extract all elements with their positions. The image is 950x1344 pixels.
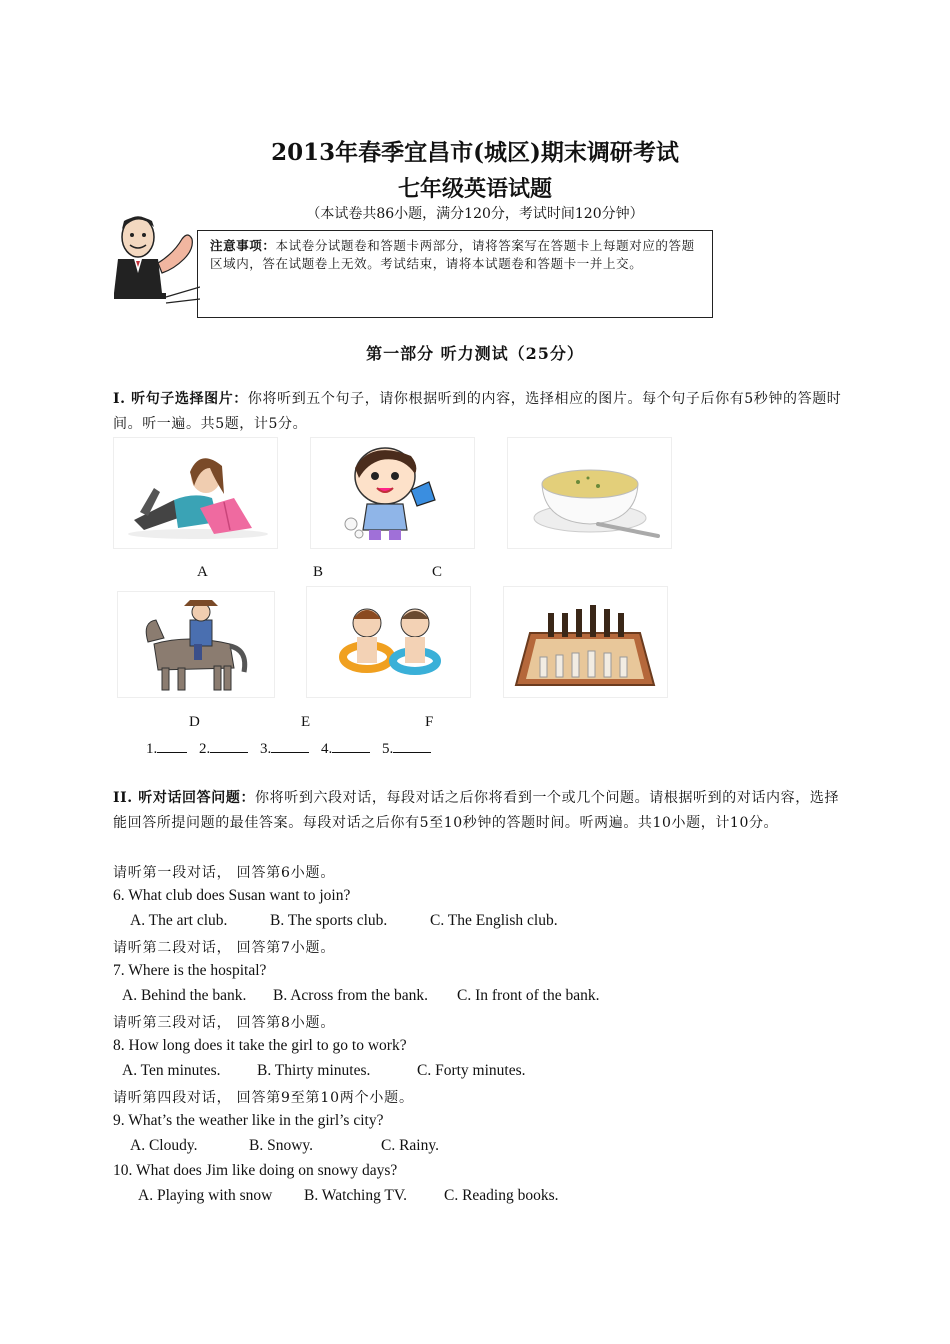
blank-label-1: 1. — [146, 741, 158, 757]
answer-blank-5[interactable] — [393, 738, 431, 753]
options-q7 — [122, 987, 599, 1005]
picture-c — [507, 437, 672, 549]
answer-blank-4[interactable] — [332, 738, 370, 753]
teacher-cartoon-icon — [108, 213, 200, 309]
notice-text: 本试卷分试题卷和答题卡两部分，请将答案写在答题卡上每题对应的答题区域内，答在试题卷上无效。考试结束，请将本试题卷和答题卡一并上交。 — [210, 238, 695, 271]
question-6: 6. What club does Susan want to join? — [113, 887, 351, 904]
chess-board-icon — [504, 587, 667, 697]
section2-text: 你将听到六段对话，每段对话之后你将看到一个或几个问题。请根据听到的对话内容，选择能回答所提问题的最佳答案。每段对话之后你有5至10秒钟的答题时间。听两遍。共10小题，计10分。 — [113, 790, 840, 831]
option-8b[interactable]: B. Thirty minutes. — [257, 1062, 371, 1079]
instruction-q9-10: 请听第四段对话， 回答第9至第10两个小题。 — [113, 1090, 414, 1106]
option-9a[interactable]: A. Cloudy. — [130, 1137, 198, 1154]
question-10: 10. What does Jim like doing on snowy days? — [113, 1162, 398, 1179]
answer-blanks — [146, 738, 439, 758]
section2-instructions — [113, 786, 843, 836]
option-7a[interactable]: A. Behind the bank. — [122, 987, 247, 1004]
option-8a[interactable]: A. Ten minutes. — [122, 1062, 221, 1079]
question-8: 8. How long does it take the girl to go to work? — [113, 1037, 407, 1054]
blank-label-5: 5. — [382, 741, 394, 757]
boy-playing-snow-icon — [311, 438, 474, 548]
picture-label-c: C — [432, 564, 443, 580]
option-7b[interactable]: B. Across from the bank. — [273, 987, 428, 1004]
options-q9 — [130, 1137, 439, 1155]
instruction-q6: 请听第一段对话， 回答第6小题。 — [113, 865, 336, 881]
answer-blank-2[interactable] — [210, 738, 248, 753]
picture-b — [310, 437, 475, 549]
picture-label-e: E — [301, 714, 311, 730]
girl-reading-icon — [114, 438, 277, 548]
option-9c[interactable]: C. Rainy. — [381, 1137, 439, 1154]
option-8c[interactable]: C. Forty minutes. — [417, 1062, 526, 1079]
picture-label-d: D — [189, 714, 200, 730]
section1-label: I. 听句子选择图片： — [113, 391, 248, 407]
option-6a[interactable]: A. The art club. — [130, 912, 228, 929]
kids-swimming-icon — [307, 587, 470, 697]
option-10b[interactable]: B. Watching TV. — [304, 1187, 407, 1204]
picture-label-f: F — [425, 714, 434, 730]
option-6b[interactable]: B. The sports club. — [270, 912, 388, 929]
soup-bowl-icon — [508, 438, 671, 548]
exam-subtitle: 七年级英语试题 — [397, 176, 552, 202]
answer-blank-3[interactable] — [271, 738, 309, 753]
notice-box — [197, 230, 713, 318]
instruction-q8: 请听第三段对话， 回答第8小题。 — [113, 1015, 336, 1031]
option-10a[interactable]: A. Playing with snow — [138, 1187, 273, 1204]
section1-text: 你将听到五个句子，请你根据听到的内容，选择相应的图片。每个句子后你有5秒钟的答题时间。听一遍。共5题，计5分。 — [113, 391, 842, 432]
instruction-q7: 请听第二段对话， 回答第7小题。 — [113, 940, 336, 956]
picture-label-b: B — [313, 564, 324, 580]
section1-instructions — [113, 387, 843, 437]
picture-a — [113, 437, 278, 549]
section2-label: II. 听对话回答问题： — [113, 790, 256, 806]
question-7: 7. Where is the hospital? — [113, 962, 267, 979]
option-6c[interactable]: C. The English club. — [430, 912, 558, 929]
answer-blank-1[interactable] — [157, 738, 187, 753]
option-7c[interactable]: C. In front of the bank. — [457, 987, 600, 1004]
blank-label-3: 3. — [260, 741, 272, 757]
notice-label: 注意事项： — [210, 238, 276, 253]
options-q6 — [130, 912, 558, 930]
part1-heading: 第一部分 听力测试（25分） — [366, 344, 584, 363]
option-9b[interactable]: B. Snowy. — [249, 1137, 314, 1154]
exam-title: 2013年春季宜昌市(城区)期末调研考试 — [271, 139, 679, 166]
options-q8 — [122, 1062, 526, 1080]
blank-label-2: 2. — [199, 741, 211, 757]
picture-e — [306, 586, 471, 698]
picture-f — [503, 586, 668, 698]
blank-label-4: 4. — [321, 741, 333, 757]
picture-d — [117, 591, 275, 698]
option-10c[interactable]: C. Reading books. — [444, 1187, 559, 1204]
question-9: 9. What’s the weather like in the girl’s city? — [113, 1112, 384, 1129]
exam-note: （本试卷共86小题，满分120分，考试时间120分钟） — [306, 206, 644, 222]
picture-label-a: A — [197, 564, 208, 580]
boy-riding-horse-icon — [118, 592, 274, 697]
options-q10 — [138, 1187, 559, 1205]
